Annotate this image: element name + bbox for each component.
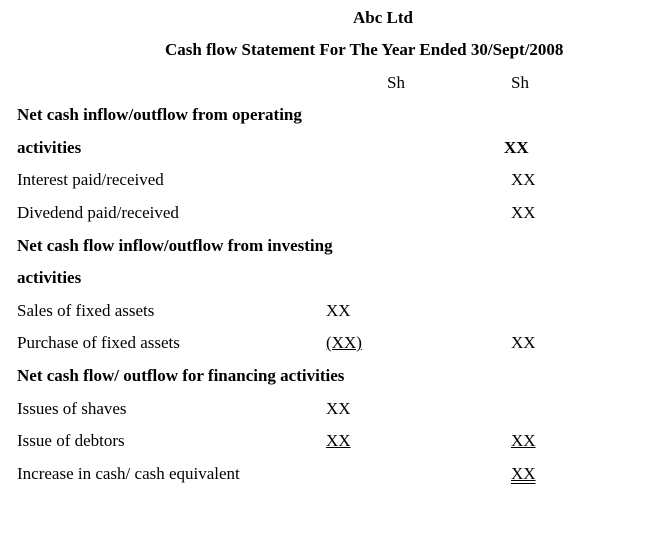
row-label: Divedend paid/received	[17, 203, 179, 222]
row-value-col2: XX	[511, 431, 536, 450]
row-label: Interest paid/received	[17, 170, 164, 189]
financing-heading: Net cash flow/ outflow for financing activities	[17, 366, 345, 385]
row-value-col1: XX	[326, 431, 351, 450]
total-value: XX	[511, 464, 536, 483]
row-value-col2: XX	[511, 170, 536, 189]
row-label: Issue of debtors	[17, 431, 125, 450]
column-header-2: Sh	[511, 73, 529, 92]
row-value-col2: XX	[511, 333, 536, 352]
investing-heading: Net cash flow inflow/outflow from investing	[17, 236, 333, 255]
row-value-col1: XX	[326, 301, 351, 320]
column-header-1: Sh	[387, 73, 405, 92]
operating-value: XX	[504, 138, 529, 157]
company-name: Abc Ltd	[353, 8, 413, 27]
row-value-col1: XX	[326, 399, 351, 418]
row-label: Issues of shaves	[17, 399, 127, 418]
row-value-col1: (XX)	[326, 333, 362, 352]
investing-heading-cont: activities	[17, 268, 82, 287]
row-value-col2: XX	[511, 203, 536, 222]
operating-heading-cont: activities	[17, 138, 82, 157]
operating-heading: Net cash inflow/outflow from operating	[17, 105, 302, 124]
total-label: Increase in cash/ cash equivalent	[17, 464, 240, 483]
statement-title: Cash flow Statement For The Year Ended 30/Sept/2008	[165, 40, 564, 59]
row-label: Purchase of fixed assets	[17, 333, 180, 352]
row-label: Sales of fixed assets	[17, 301, 155, 320]
